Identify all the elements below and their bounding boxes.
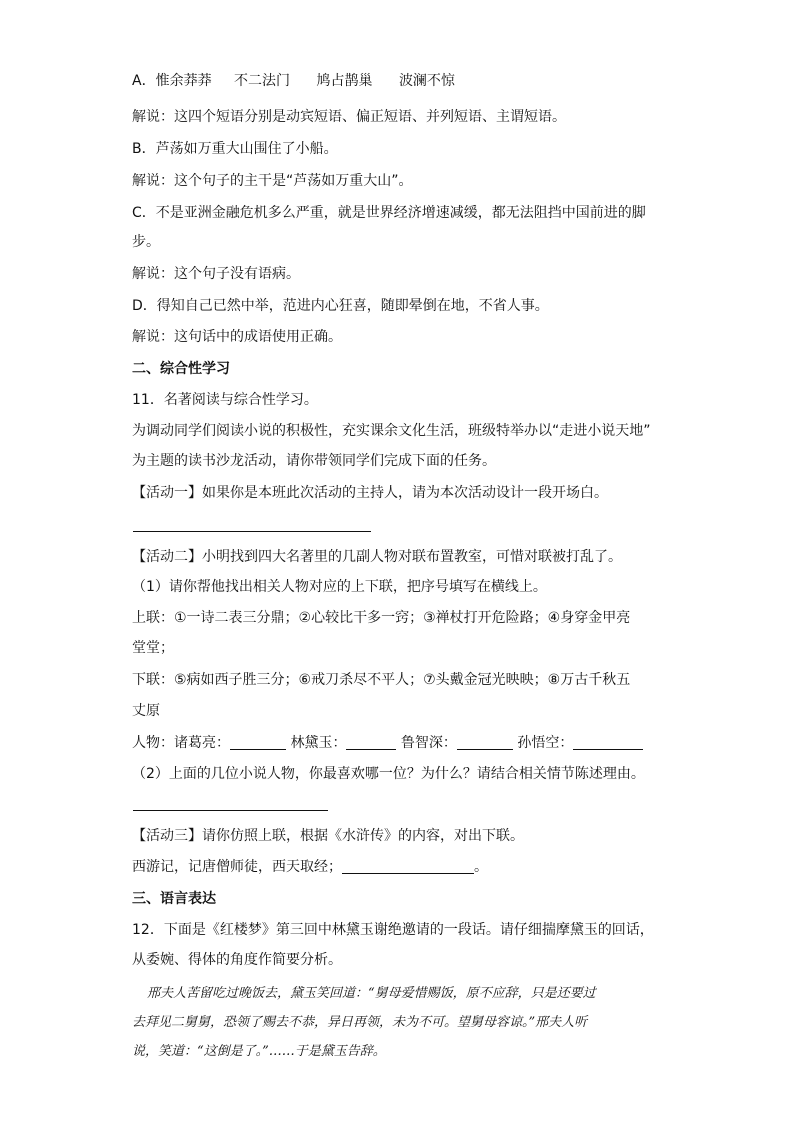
option-c-line-2: 步。 (132, 234, 160, 250)
option-b: B．芦荡如万重大山围住了小船。 (132, 141, 338, 157)
question-11: 11．名著阅读与综合性学习。 (132, 392, 318, 408)
option-a-phrase-3: 鸠占鹊巢 (316, 73, 373, 89)
intro-line-2: 为主题的读书沙龙活动，请你带领同学们完成下面的任务。 (132, 453, 496, 469)
character-lin-daiyu: 林黛玉： (290, 735, 347, 751)
option-d: D．得知自己已然中举，范进内心狂喜，随即晕倒在地，不省人事。 (132, 298, 549, 314)
activity-3-end-mark: 。 (474, 859, 488, 875)
option-a-phrase-1: A．惟余莽莽 (132, 73, 212, 89)
explanation-d: 解说：这句话中的成语使用正确。 (132, 329, 342, 345)
quoted-passage-line-1: 邢夫人苦留吃过晚饭去，黛玉笑回道：“舅母爱惜赐饭，原不应辞，只是还要过 (147, 986, 596, 1001)
option-a-phrase-2: 不二法门 (234, 73, 291, 89)
activity-1: 【活动一】如果你是本班此次活动的主持人，请为本次活动设计一段开场白。 (132, 485, 608, 501)
activity-3-upper-couplet: 西游记，记唐僧师徒，西天取经； (132, 859, 342, 875)
section-heading-3: 三、语言表达 (132, 891, 216, 907)
character-lu-zhishen: 鲁智深： (400, 735, 457, 751)
explanation-c: 解说：这个句子没有语病。 (132, 266, 300, 282)
question-12-line-1: 12．下面是《红楼梦》第三回中林黛玉谢绝邀请的一段话。请仔细揣摩黛玉的回话， (132, 922, 654, 938)
answer-blank-lin-daiyu[interactable] (346, 735, 396, 750)
answer-blank-lu-zhishen[interactable] (457, 735, 513, 750)
activity-3: 【活动三】请你仿照上联，根据《水浒传》的内容，对出下联。 (132, 828, 524, 844)
activity-3-couplet-line (132, 858, 488, 876)
option-a-line (132, 72, 455, 90)
quoted-passage-line-3: 说，笑道：“这倒是了。”……于是黛玉告辞。 (132, 1044, 386, 1059)
option-c-line-1: C．不是亚洲金融危机多么严重，就是世界经济增速减缓，都无法阻挡中国前进的脚 (132, 205, 646, 221)
upper-couplets-line-1: 上联：①一诗二表三分鼎；②心较比干多一窍；③禅杖打开危险路；④身穿金甲亮 (132, 610, 631, 626)
quoted-passage-line-2: 去拜见二舅舅，恐领了赐去不恭，异日再领，未为不可。望舅母容谅。”邢夫人听 (132, 1015, 588, 1030)
option-a-phrase-4: 波澜不惊 (398, 73, 455, 89)
explanation-a: 解说：这四个短语分别是动宾短语、偏正短语、并列短语、主谓短语。 (132, 109, 566, 125)
activity-2-question-2: （2）上面的几位小说人物，你最喜欢哪一位？为什么？请结合相关情节陈述理由。 (132, 766, 645, 782)
question-12-line-2: 从委婉、得体的角度作简要分析。 (132, 952, 342, 968)
activity-2: 【活动二】小明找到四大名著里的几副人物对联布置教室，可惜对联被打乱了。 (132, 549, 622, 565)
upper-couplets-line-2: 堂堂； (132, 640, 174, 656)
lower-couplets-line-1: 下联：⑤病如西子胜三分；⑥戒刀杀尽不平人；⑦头戴金冠光映映；⑧万古千秋五 (132, 672, 631, 688)
explanation-b: 解说：这个句子的主干是“芦荡如万重大山”。 (132, 173, 413, 189)
intro-line-1: 为调动同学们阅读小说的积极性，充实课余文化生活，班级特举办以“走进小说天地” (132, 423, 651, 439)
activity-2-question-1: （1）请你帮他找出相关人物对应的上下联，把序号填写在横线上。 (132, 579, 547, 595)
characters-line (132, 734, 643, 752)
lower-couplets-line-2: 丈原 (132, 703, 160, 719)
answer-line-activity-1[interactable] (133, 531, 371, 532)
character-zhuge-liang: 人物：诸葛亮： (132, 735, 230, 751)
answer-blank-activity-3[interactable] (342, 859, 474, 874)
answer-blank-zhuge-liang[interactable] (230, 735, 286, 750)
answer-blank-sun-wukong[interactable] (573, 735, 643, 750)
character-sun-wukong: 孙悟空： (517, 735, 574, 751)
section-heading-2: 二、综合性学习 (132, 361, 230, 377)
answer-line-activity-2[interactable] (133, 810, 328, 811)
